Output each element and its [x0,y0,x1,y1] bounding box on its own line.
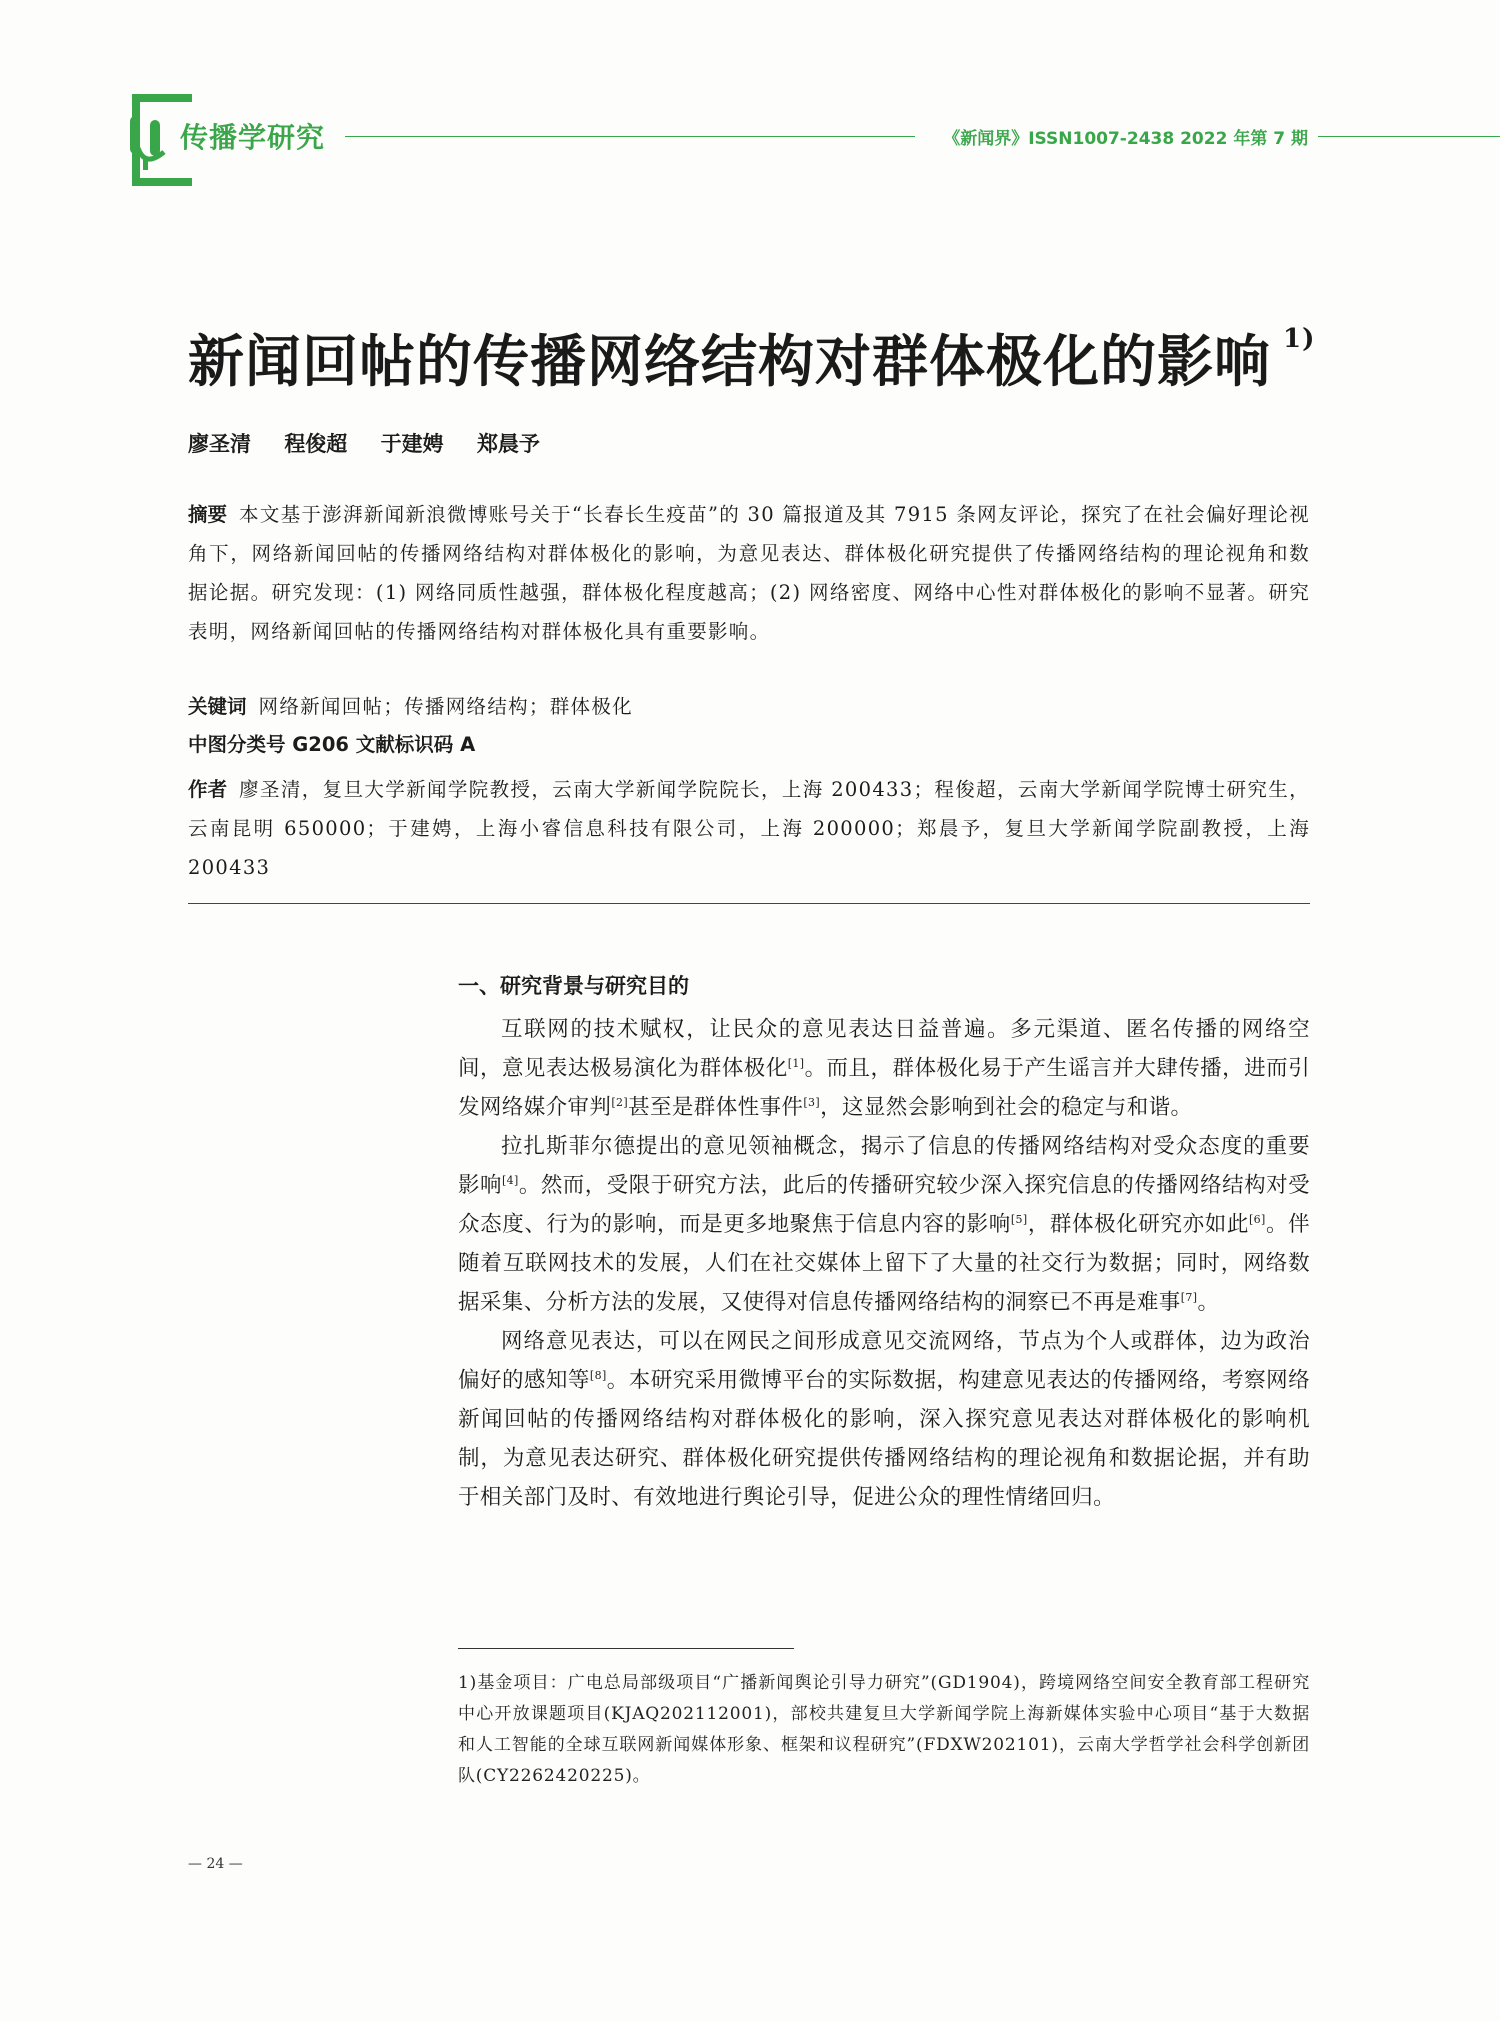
author-info-label: 作者 [188,778,228,801]
keywords-text: 网络新闻回帖；传播网络结构；群体极化 [258,695,633,718]
abstract-text: 本文基于澎湃新闻新浪微博账号关于“长春长生疫苗”的 30 篇报道及其 7915 条网友评论，探究了在社会偏好理论视角下，网络新闻回帖的传播网络结构对群体极化的影响，为意见表达、群体极化研究提供了传播网络结构的理论视角和数据论据。研究发现：(1) 网络同质性越强，群体极化程度越高；(2) 网络密度、网络中心性对群体极化的影响不显著。研究表明，网络新闻回帖的传播网络结构对群体极化具有重要影响。 [188,503,1310,643]
author-name: 郑晨予 [476,432,540,456]
author-info [188,770,1310,887]
citation-ref: [2] [611,1095,629,1109]
abstract [188,495,1310,651]
author-name: 廖圣清 [188,432,251,456]
abstract-divider [188,903,1310,904]
author-name: 于建娉 [380,432,444,456]
header-rule-right [1318,136,1500,137]
section-label: 传播学研究 [180,121,326,154]
journal-info: 《新闻界》ISSN1007-2438 2022 年第 7 期 [943,129,1308,149]
title-text: 新闻回帖的传播网络结构对群体极化的影响 [188,329,1271,395]
body-column [458,968,1310,1517]
citation-ref: [4] [501,1173,519,1187]
author-name: 程俊超 [284,432,348,456]
author-info-text: 廖圣清，复旦大学新闻学院教授，云南大学新闻学院院长，上海 200433；程俊超，云南大学新闻学院博士研究生，云南昆明 650000；于建娉，上海小睿信息科技有限公司，上海 200000；郑晨予，复旦大学新闻学院副教授，上海 200433 [188,778,1310,879]
citation-ref: [6] [1248,1212,1266,1226]
header-rule-left [345,136,915,137]
article-title [188,318,1315,398]
citation-ref: [5] [1010,1212,1028,1226]
keywords-label: 关键词 [188,695,247,718]
citation-ref: [3] [803,1095,821,1109]
footnote-rule [458,1648,794,1649]
title-footnote-mark: 1) [1283,324,1316,354]
abstract-label: 摘要 [188,503,228,526]
classification-codes: 中图分类号 G206 文献标识码 A [188,733,476,756]
page-number: — 24 — [188,1856,243,1872]
citation-ref: [7] [1180,1290,1198,1304]
paragraph: 拉扎斯菲尔德提出的意见领袖概念，揭示了信息的传播网络结构对受众态度的重要影响[4]。然而，受限于研究方法，此后的传播研究较少深入探究信息的传播网络结构对受众态度、行为的影响，而是更多地聚焦于信息内容的影响[5]，群体极化研究亦如此[6]。伴随着互联网技术的发展，人们在社交媒体上留下了大量的社交行为数据；同时，网络数据采集、分析方法的发展，又使得对信息传播网络结构的洞察已不再是难事[7]。 [458,1134,1310,1315]
keywords [188,691,633,719]
author-list [188,428,566,458]
paragraph: 网络意见表达，可以在网民之间形成意见交流网络，节点为个人或群体，边为政治偏好的感知等[8]。本研究采用微博平台的实际数据，构建意见表达的传播网络，考察网络新闻回帖的传播网络结构对群体极化的影响，深入探究意见表达对群体极化的影响机制，为意见表达研究、群体极化研究提供传播网络结构的理论视角和数据论据，并有助于相关部门及时、有效地进行舆论引导，促进公众的理性情绪回归。 [458,1329,1310,1510]
footnote: 1)基金项目：广电总局部级项目“广播新闻舆论引导力研究”(GD1904)，跨境网络空间安全教育部工程研究中心开放课题项目(KJAQ202112001)，部校共建复旦大学新闻学院上海新媒体实验中心项目“基于大数据和人工智能的全球互联网新闻媒体形象、框架和议程研究”(FDXW202101)，云南大学哲学社会科学创新团队(CY2262420225)。 [458,1673,1310,1786]
paragraph: 互联网的技术赋权，让民众的意见表达日益普遍。多元渠道、匿名传播的网络空间，意见表达极易演化为群体极化[1]。而且，群体极化易于产生谣言并大肆传播，进而引发网络媒介审判[2]甚至是群体性事件[3]，这显然会影响到社会的稳定与和谐。 [458,1017,1310,1120]
section-heading: 一、研究背景与研究目的 [458,974,689,998]
citation-ref: [1] [787,1056,805,1070]
citation-ref: [8] [589,1368,607,1382]
